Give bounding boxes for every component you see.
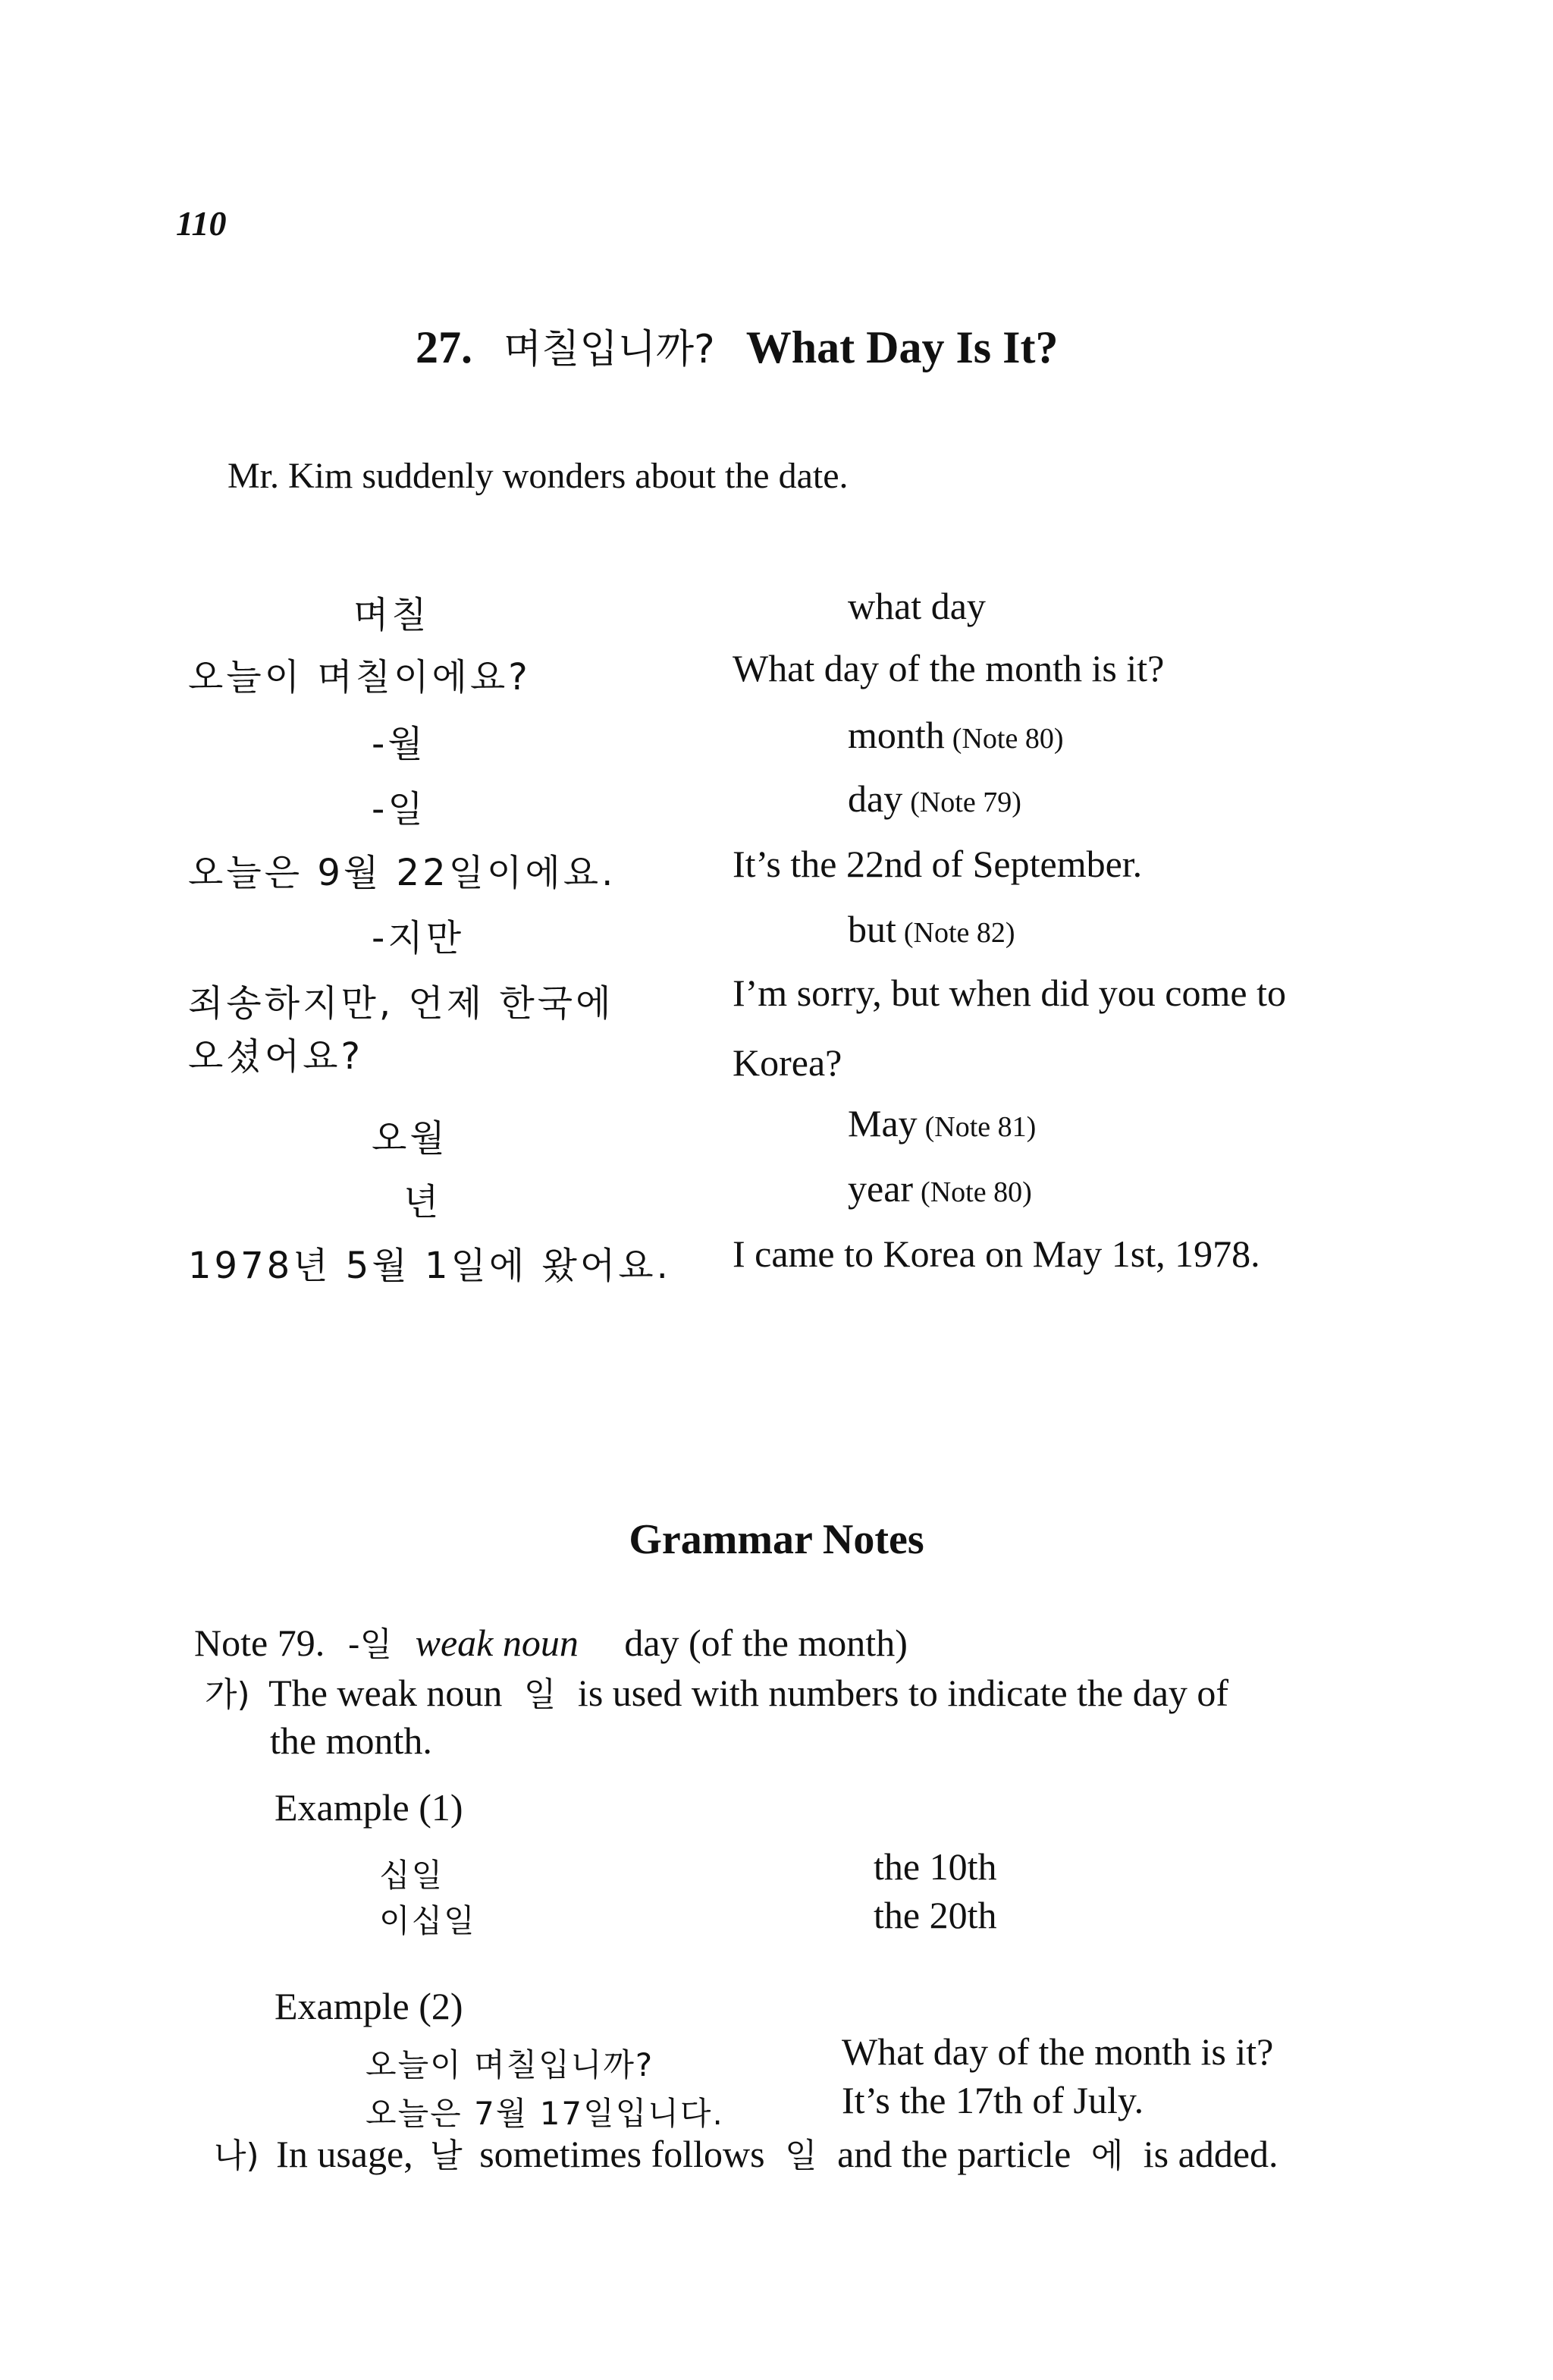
note-79-header: [194, 1617, 908, 1666]
page-number: 110: [176, 204, 227, 243]
vocab-en: what day: [848, 585, 986, 627]
vocab-en: [848, 1166, 1032, 1210]
point-a-line1: [205, 1667, 1228, 1716]
example-1-label: Example (1): [275, 1786, 463, 1829]
vocab-ko: -월: [372, 723, 426, 765]
dialogue-en: I’m sorry, but when did you come to: [733, 972, 1286, 1014]
dialogue-ko: 1978년 5월 1일에 왔어요.: [188, 1245, 671, 1287]
note-meaning: day (of the month): [624, 1622, 908, 1664]
dialogue-ko: 오셨어요?: [188, 1035, 363, 1078]
dialogue-ko: 오늘이 며칠이에요?: [188, 656, 531, 699]
point-marker: 가): [205, 1675, 250, 1714]
dialogue-ko: 죄송하지만, 언제 한국에: [188, 982, 614, 1025]
dialogue-en: Korea?: [733, 1041, 842, 1084]
example-en: What day of the month is it?: [842, 2030, 1274, 2073]
example-ko: 이십일: [379, 1902, 476, 1939]
dialogue-ko: 오늘은 9월 22일이에요.: [188, 852, 616, 894]
example-ko: 오늘이 며칠입니까?: [366, 2046, 654, 2083]
vocab-ko: 년: [403, 1181, 442, 1223]
lesson-number: 27.: [416, 322, 472, 372]
lesson-title-korean: 며칠입니까?: [504, 327, 715, 372]
vocab-ko: 며칠: [353, 594, 430, 636]
point-text: The weak noun: [268, 1672, 503, 1714]
vocab-en: [848, 1101, 1036, 1145]
vocab-ko: -지만: [372, 917, 465, 959]
dialogue-en: I came to Korea on May 1st, 1978.: [733, 1232, 1260, 1275]
example-ko: 십일: [379, 1857, 444, 1894]
point-text: In usage,: [276, 2133, 413, 2175]
vocab-en: [848, 777, 1021, 821]
note-category: weak noun: [415, 1622, 579, 1664]
point-korean: 에: [1090, 2137, 1124, 2175]
intro-text: Mr. Kim suddenly wonders about the date.: [227, 456, 849, 496]
note-reference: (Note 80): [952, 723, 1064, 755]
point-text: is used with numbers to indicate the day of: [577, 1672, 1229, 1714]
example-en: It’s the 17th of July.: [842, 2079, 1144, 2121]
lesson-title: [416, 317, 1058, 374]
dialogue-en: It’s the 22nd of September.: [733, 843, 1143, 885]
example-ko: 오늘은 7월 17일입니다.: [366, 2095, 724, 2132]
note-label: Note 79.: [194, 1622, 325, 1664]
note-reference: (Note 79): [910, 787, 1021, 818]
vocab-en-word: day: [848, 777, 903, 820]
point-a-line2: the month.: [270, 1719, 432, 1762]
point-text: and the particle: [837, 2133, 1071, 2175]
lesson-title-english: What Day Is It?: [745, 322, 1059, 372]
vocab-ko: 오월: [372, 1117, 448, 1160]
note-form: -일: [347, 1625, 393, 1664]
point-korean: 날: [430, 2137, 463, 2175]
vocab-en-word: year: [848, 1167, 914, 1210]
point-korean: 일: [785, 2137, 817, 2175]
vocab-en: [848, 713, 1063, 757]
point-text: is added.: [1143, 2133, 1278, 2175]
point-b: [214, 2128, 1278, 2177]
point-marker: 나): [214, 2137, 259, 2175]
note-reference: (Note 81): [924, 1111, 1037, 1143]
note-reference: (Note 80): [921, 1176, 1032, 1208]
note-reference: (Note 82): [903, 917, 1015, 949]
example-en: the 20th: [874, 1894, 997, 1936]
vocab-ko: -일: [372, 788, 426, 830]
point-korean: 일: [523, 1675, 557, 1714]
vocab-en: [848, 907, 1015, 951]
vocab-en-word: month: [848, 714, 945, 756]
grammar-notes-heading: Grammar Notes: [629, 1516, 924, 1563]
dialogue-en: What day of the month is it?: [733, 647, 1165, 689]
point-text: sometimes follows: [479, 2133, 765, 2175]
vocab-en-word: May: [848, 1102, 918, 1144]
vocab-en-word: but: [848, 908, 896, 950]
example-en: the 10th: [874, 1845, 997, 1888]
example-2-label: Example (2): [275, 1985, 463, 2027]
